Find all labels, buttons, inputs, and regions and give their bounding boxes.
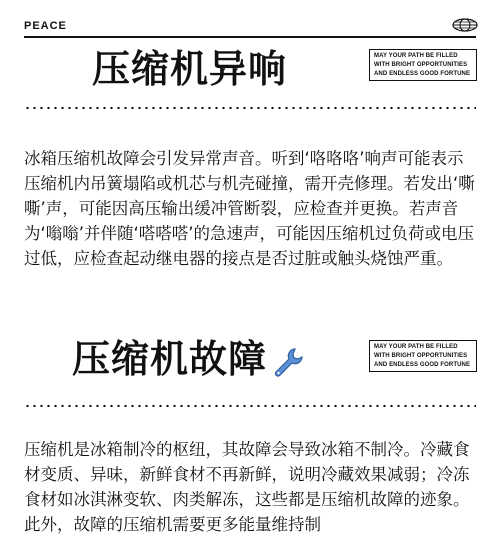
tagline-line: WITH BRIGHT OPPORTUNITIES bbox=[374, 353, 468, 359]
section-2-title-row bbox=[72, 336, 305, 382]
section-1-body: 冰箱压缩机故障会引发异常声音。听到‘咯咯咯’响声可能表示压缩机内吊簧塌陷或机芯与机壳碰撞，需开壳修理。若发出‘嘶嘶’声，可能因高压输出缓冲管断裂，应检查并更换。若声音为‘嗡嗡’并伴随‘嗒嗒嗒’的急速声，可能因压缩机过负荷或电压过低，应检查起动继电器的接点是否过脏或触头烧蚀严重。 bbox=[24, 149, 475, 268]
wrench-icon bbox=[271, 345, 305, 379]
section-2-title: 压缩机故障 bbox=[72, 337, 268, 381]
section-1-tagline-box bbox=[369, 49, 477, 81]
tagline-line: AND ENDLESS GOOD FORTUNE bbox=[374, 71, 471, 77]
section-2-dotted-divider bbox=[24, 404, 476, 408]
tagline-line: MAY YOUR PATH BE FILLED bbox=[374, 344, 458, 350]
section-2-body: 压缩机是冰箱制冷的枢纽，其故障会导致冰箱不制冷。冷藏食材变质、异味，新鲜食材不再新鲜，说明冷藏效果减弱；冷冻食材如冰淇淋变软、肉类解冻，这些都是压缩机故障的迹象。此外，故障的压缩机需要更多能量维持制 bbox=[24, 440, 470, 534]
tagline-line: WITH BRIGHT OPPORTUNITIES bbox=[374, 62, 468, 68]
globe-icon bbox=[452, 18, 478, 32]
top-rule bbox=[24, 36, 476, 38]
section-2-tagline-box bbox=[369, 340, 477, 372]
tagline-line: AND ENDLESS GOOD FORTUNE bbox=[374, 362, 471, 368]
top-bar bbox=[0, 0, 500, 36]
section-1-title: 压缩机异响 bbox=[92, 47, 288, 91]
tagline-line: MAY YOUR PATH BE FILLED bbox=[374, 53, 458, 59]
brand-label: PEACE bbox=[24, 20, 67, 32]
section-1-dotted-divider bbox=[24, 106, 476, 110]
